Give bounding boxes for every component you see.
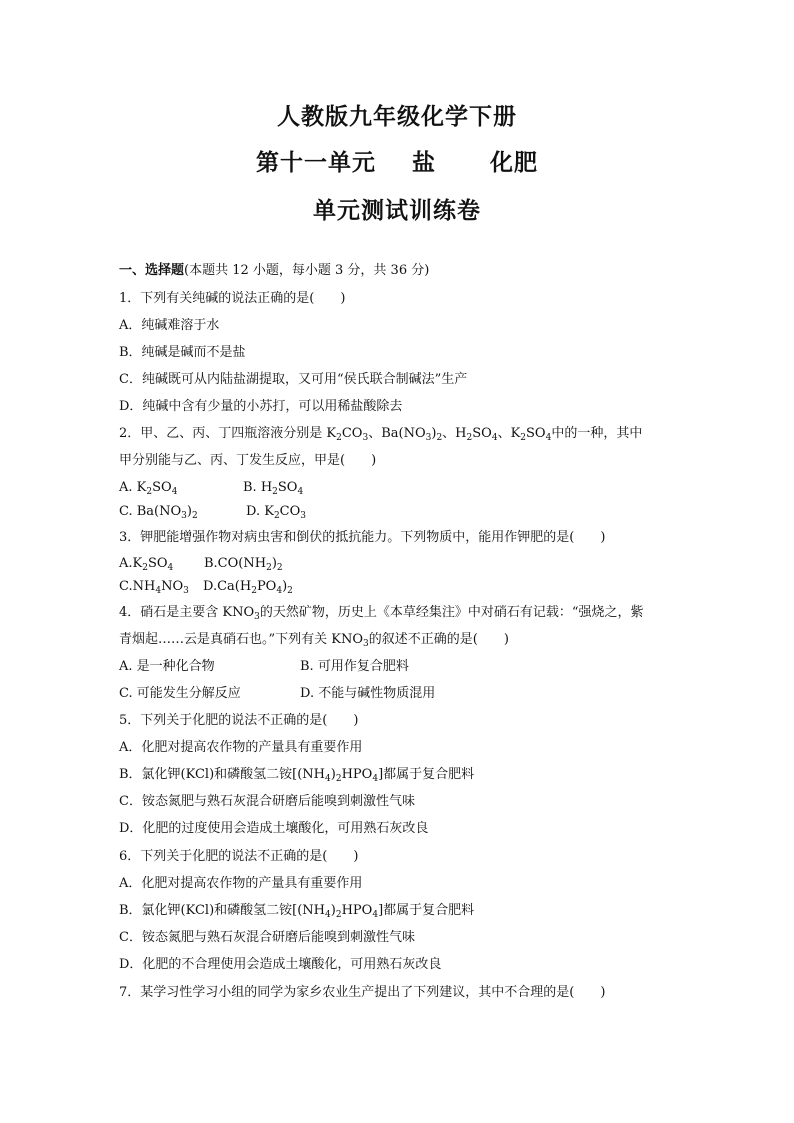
q5-option-b: B．氯化钾(KCl)和磷酸氢二铵$[(NH_4)_2HPO_4]$都属于复合肥料 <box>119 767 475 784</box>
q3-option-a: $A.K_2SO_4$ <box>119 556 174 573</box>
q1-option-c: C．纯碱既可从内陆盐湖提取，又可用“侯氏联合制碱法”生产 <box>119 372 468 387</box>
q2-stem-line1: 2．甲、乙、丙、丁四瓶溶液分别是 $K_2CO_3$、$Ba(NO_3)_2$、$H_2SO_4$、$K_2SO_4$中的一种，其中 <box>119 426 643 443</box>
q2-stem-line2: 甲分别能与乙、丙、丁发生反应，甲是( ) <box>119 453 377 468</box>
doc-title-unit: 第十一单元 盐 化肥 <box>255 150 539 176</box>
q4-option-b: B. 可用作复合肥料 <box>300 659 409 674</box>
q4-option-c: C. 可能发生分解反应 <box>119 686 241 701</box>
q1-option-b: B．纯碱是碱而不是盐 <box>119 345 246 360</box>
q5-option-d: D．化肥的过度使用会造成土壤酸化，可用熟石灰改良 <box>119 821 429 836</box>
section-header <box>119 262 429 280</box>
doc-title-test: 单元测试训练卷 <box>313 198 481 224</box>
q4-option-a: A. 是一种化合物 <box>119 659 215 674</box>
q4-option-d: D. 不能与碱性物质混用 <box>300 686 436 701</box>
q7-stem: 7．某学习性学习小组的同学为家乡农业生产提出了下列建议，其中不合理的是( ) <box>119 985 606 1000</box>
q1-option-d: D．纯碱中含有少量的小苏打，可以用稀盐酸除去 <box>119 399 403 414</box>
q2-option-a: A. $K_2SO_4$ <box>119 480 178 497</box>
section-label: 一、选择题 <box>119 263 185 278</box>
q6-option-a: A．化肥对提高农作物的产量具有重要作用 <box>119 876 363 891</box>
q5-stem: 5．下列关于化肥的说法不正确的是( ) <box>119 713 359 728</box>
q6-stem: 6．下列关于化肥的说法不正确的是( ) <box>119 849 359 864</box>
q2-option-d: D. $K_2CO_3$ <box>246 504 307 521</box>
q5-option-c: C．铵态氮肥与熟石灰混合研磨后能嗅到刺激性气味 <box>119 794 415 809</box>
q6-option-c: C．铵态氮肥与熟石灰混合研磨后能嗅到刺激性气味 <box>119 930 415 945</box>
section-note: (本题共 12 小题，每小题 3 分，共 36 分) <box>184 263 430 278</box>
q2-option-c: C. $Ba(NO_3)_2$ <box>119 504 198 521</box>
q6-option-d: D．化肥的不合理使用会造成土壤酸化，可用熟石灰改良 <box>119 957 442 972</box>
q6-option-b: B．氯化钾(KCl)和磷酸氢二铵$[(NH_4)_2HPO_4]$都属于复合肥料 <box>119 903 475 920</box>
q1-stem: 1．下列有关纯碱的说法正确的是( ) <box>119 291 346 306</box>
q1-option-a: A．纯碱难溶于水 <box>119 318 220 333</box>
q3-stem: 3．钾肥能增强作物对病虫害和倒伏的抵抗能力。下列物质中，能用作钾肥的是( ) <box>119 530 606 545</box>
q3-option-c: $C.NH_4NO_3$ <box>119 579 189 596</box>
q3-option-b: $B.CO(NH_2)_2$ <box>204 556 283 573</box>
q4-stem-line1: 4．硝石是主要含 $KNO_3$的天然矿物，历史上《本草经集注》中对硝石有记载：“强烧之，紫 <box>119 605 644 622</box>
q5-option-a: A．化肥对提高农作物的产量具有重要作用 <box>119 740 363 755</box>
q2-option-b: B. $H_2SO_4$ <box>243 480 304 497</box>
q4-stem-line2: 青烟起……云是真硝石也。”下列有关 $KNO_3$的叙述不正确的是( ) <box>119 632 509 649</box>
doc-title-grade: 人教版九年级化学下册 <box>277 104 517 130</box>
q3-option-d: $D.Ca(H_2PO_4)_2$ <box>203 579 293 596</box>
